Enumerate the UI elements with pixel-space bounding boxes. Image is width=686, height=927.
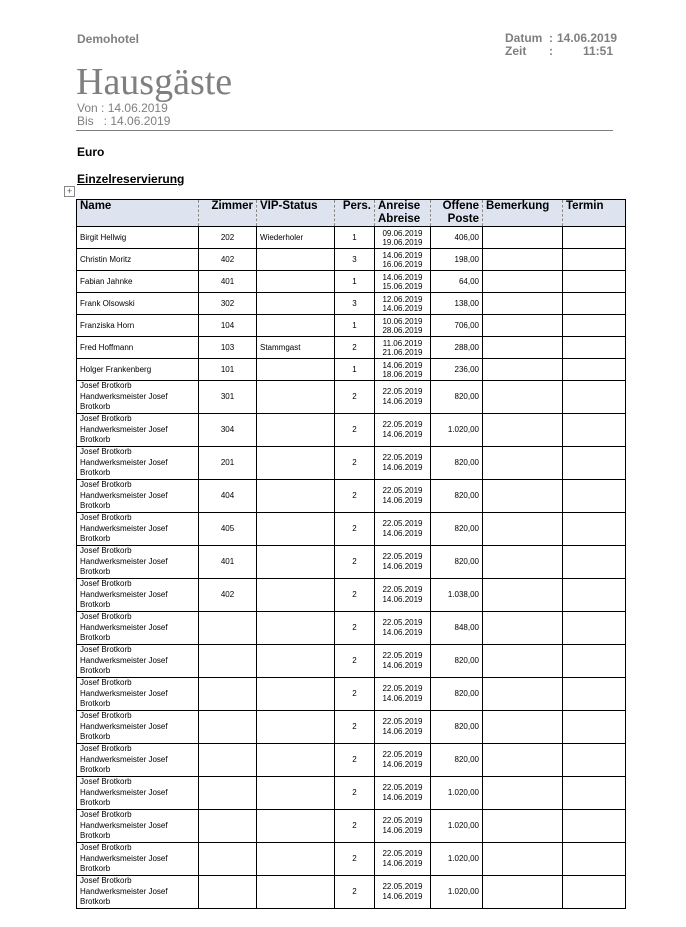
cell-bemerkung (483, 480, 563, 513)
cell-vip (257, 678, 335, 711)
cell-pers: 2 (335, 381, 375, 414)
cell-termin (563, 579, 626, 612)
cell-dates (375, 249, 431, 271)
cell-termin (563, 546, 626, 579)
anreise-date: 22.05.2019 (382, 518, 423, 528)
abreise-date: 14.06.2019 (382, 496, 423, 505)
cell-bemerkung (483, 271, 563, 293)
cell-termin (563, 645, 626, 678)
cell-bemerkung (483, 513, 563, 546)
cell-dates (375, 513, 431, 546)
table-row (77, 414, 626, 447)
cell-offene-poste: 1.020,00 (431, 810, 483, 843)
cell-name: Josef Brotkorb Handwerksmeister Josef Brotkorb (77, 381, 199, 414)
cell-vip (257, 579, 335, 612)
cell-pers: 2 (335, 513, 375, 546)
cell-zimmer: 304 (199, 414, 257, 447)
currency-label: Euro (77, 145, 105, 159)
cell-termin (563, 447, 626, 480)
cell-vip (257, 876, 335, 909)
cell-pers: 3 (335, 293, 375, 315)
cell-name: Birgit Hellwig (77, 227, 199, 249)
table-row (77, 381, 626, 414)
cell-zimmer (199, 744, 257, 777)
abreise-date: 14.06.2019 (382, 430, 423, 439)
table-row (77, 876, 626, 909)
cell-offene-poste: 198,00 (431, 249, 483, 271)
cell-offene-poste: 706,00 (431, 315, 483, 337)
cell-termin (563, 876, 626, 909)
cell-offene-poste: 820,00 (431, 513, 483, 546)
cell-name: Josef Brotkorb Handwerksmeister Josef Brotkorb (77, 480, 199, 513)
cell-dates (375, 876, 431, 909)
cell-pers: 2 (335, 337, 375, 359)
zeit-value: 11:51 (582, 44, 613, 58)
cell-vip (257, 359, 335, 381)
cell-zimmer (199, 678, 257, 711)
cell-bemerkung (483, 249, 563, 271)
cell-termin (563, 711, 626, 744)
cell-pers: 2 (335, 645, 375, 678)
cell-pers: 2 (335, 546, 375, 579)
cell-bemerkung (483, 612, 563, 645)
cell-pers: 2 (335, 711, 375, 744)
cell-name: Frank Olsowski (77, 293, 199, 315)
cell-name: Josef Brotkorb Handwerksmeister Josef Brotkorb (77, 744, 199, 777)
cell-dates (375, 744, 431, 777)
cell-vip (257, 414, 335, 447)
cell-dates (375, 810, 431, 843)
divider (76, 130, 613, 131)
cell-bemerkung (483, 744, 563, 777)
cell-termin (563, 744, 626, 777)
cell-dates (375, 612, 431, 645)
cell-offene-poste: 1.020,00 (431, 876, 483, 909)
cell-dates (375, 381, 431, 414)
table-row (77, 447, 626, 480)
cell-offene-poste: 848,00 (431, 612, 483, 645)
cell-bemerkung (483, 876, 563, 909)
bis-value: 14.06.2019 (110, 114, 171, 128)
cell-termin (563, 678, 626, 711)
report-meta: Datum : 14.06.2019 Zeit : 11:51 (505, 31, 618, 58)
table-row (77, 480, 626, 513)
cell-zimmer: 301 (199, 381, 257, 414)
col-bemerkung: Bemerkung (483, 200, 563, 227)
cell-offene-poste: 820,00 (431, 447, 483, 480)
anreise-date: 22.05.2019 (382, 881, 423, 891)
cell-dates (375, 777, 431, 810)
hotel-name: Demohotel (77, 32, 140, 46)
cell-pers: 2 (335, 810, 375, 843)
cell-pers: 1 (335, 271, 375, 293)
cell-name: Josef Brotkorb Handwerksmeister Josef Brotkorb (77, 579, 199, 612)
abreise-date: 21.06.2019 (382, 347, 423, 357)
cell-offene-poste: 820,00 (431, 480, 483, 513)
cell-offene-poste: 820,00 (431, 744, 483, 777)
cell-dates (375, 711, 431, 744)
cell-dates (375, 579, 431, 612)
anreise-date: 14.06.2019 (382, 272, 423, 282)
table-row (77, 513, 626, 546)
cell-vip (257, 249, 335, 271)
cell-vip: Stammgast (257, 337, 335, 359)
cell-zimmer (199, 612, 257, 645)
cell-name: Josef Brotkorb Handwerksmeister Josef Brotkorb (77, 546, 199, 579)
cell-termin (563, 480, 626, 513)
table-row (77, 315, 626, 337)
cell-bemerkung (483, 447, 563, 480)
table-row (77, 337, 626, 359)
cell-termin (563, 612, 626, 645)
cell-zimmer: 201 (199, 447, 257, 480)
datum-label: Datum (505, 31, 543, 45)
zeit-label: Zeit (505, 44, 527, 58)
cell-termin (563, 777, 626, 810)
cell-offene-poste: 820,00 (431, 381, 483, 414)
anreise-date: 22.05.2019 (382, 386, 423, 396)
cell-pers: 2 (335, 579, 375, 612)
cell-name: Josef Brotkorb Handwerksmeister Josef Brotkorb (77, 777, 199, 810)
cell-dates (375, 315, 431, 337)
cell-offene-poste: 820,00 (431, 678, 483, 711)
cell-zimmer: 405 (199, 513, 257, 546)
cell-bemerkung (483, 777, 563, 810)
cell-name: Fred Hoffmann (77, 337, 199, 359)
von-value: 14.06.2019 (107, 101, 168, 115)
cell-dates (375, 447, 431, 480)
cell-pers: 2 (335, 612, 375, 645)
cell-name: Josef Brotkorb Handwerksmeister Josef Brotkorb (77, 414, 199, 447)
cell-zimmer (199, 777, 257, 810)
cell-vip (257, 645, 335, 678)
cell-zimmer: 202 (199, 227, 257, 249)
cell-pers: 3 (335, 249, 375, 271)
cell-zimmer: 103 (199, 337, 257, 359)
anreise-date: 14.06.2019 (382, 250, 423, 260)
cell-name: Fabian Jahnke (77, 271, 199, 293)
abreise-date: 18.06.2019 (382, 369, 423, 379)
cell-zimmer: 101 (199, 359, 257, 381)
abreise-date: 14.06.2019 (382, 826, 423, 835)
cell-vip (257, 293, 335, 315)
cell-pers: 1 (335, 359, 375, 381)
section-heading: Einzelreservierung (77, 172, 185, 186)
cell-offene-poste: 138,00 (431, 293, 483, 315)
cell-termin (563, 381, 626, 414)
table-row (77, 744, 626, 777)
abreise-date: 14.06.2019 (382, 562, 423, 571)
cell-vip (257, 447, 335, 480)
cell-zimmer: 302 (199, 293, 257, 315)
cell-pers: 2 (335, 480, 375, 513)
anreise-date: 22.05.2019 (382, 452, 423, 462)
cell-offene-poste: 236,00 (431, 359, 483, 381)
page-title: Hausgäste (76, 61, 233, 103)
cell-offene-poste: 1.020,00 (431, 414, 483, 447)
abreise-date: 14.06.2019 (382, 793, 423, 802)
abreise-date: 14.06.2019 (382, 397, 423, 406)
cell-pers: 1 (335, 315, 375, 337)
cell-name: Josef Brotkorb Handwerksmeister Josef Brotkorb (77, 843, 199, 876)
anreise-date: 10.06.2019 (382, 316, 423, 326)
guest-table (76, 199, 626, 909)
anreise-date: 22.05.2019 (382, 716, 423, 726)
cell-bemerkung (483, 315, 563, 337)
cell-bemerkung (483, 810, 563, 843)
abreise-date: 14.06.2019 (382, 303, 423, 313)
cell-zimmer: 402 (199, 579, 257, 612)
table-row (77, 777, 626, 810)
cell-termin (563, 359, 626, 381)
bis-label: Bis (77, 114, 94, 128)
cell-vip (257, 271, 335, 293)
cell-bemerkung (483, 645, 563, 678)
cell-vip (257, 315, 335, 337)
col-termin: Termin (563, 200, 626, 227)
cell-termin (563, 293, 626, 315)
abreise-date: 15.06.2019 (382, 281, 423, 291)
table-move-handle-icon[interactable]: + (64, 186, 75, 197)
table-row (77, 843, 626, 876)
anreise-date: 22.05.2019 (382, 749, 423, 759)
cell-name: Josef Brotkorb Handwerksmeister Josef Brotkorb (77, 876, 199, 909)
cell-vip (257, 546, 335, 579)
anreise-date: 22.05.2019 (382, 650, 423, 660)
anreise-date: 14.06.2019 (382, 360, 423, 370)
cell-name: Franziska Horn (77, 315, 199, 337)
table-row (77, 678, 626, 711)
abreise-date: 14.06.2019 (382, 661, 423, 670)
cell-termin (563, 513, 626, 546)
anreise-date: 22.05.2019 (382, 485, 423, 495)
cell-name: Josef Brotkorb Handwerksmeister Josef Brotkorb (77, 711, 199, 744)
abreise-date: 14.06.2019 (382, 628, 423, 637)
cell-name: Christin Moritz (77, 249, 199, 271)
cell-pers: 2 (335, 876, 375, 909)
cell-zimmer (199, 876, 257, 909)
cell-vip (257, 777, 335, 810)
cell-bemerkung (483, 359, 563, 381)
abreise-date: 14.06.2019 (382, 727, 423, 736)
col-name: Name (77, 200, 199, 227)
abreise-date: 16.06.2019 (382, 259, 423, 269)
cell-offene-poste: 820,00 (431, 546, 483, 579)
cell-zimmer (199, 810, 257, 843)
cell-dates (375, 480, 431, 513)
cell-pers: 2 (335, 678, 375, 711)
anreise-date: 09.06.2019 (382, 228, 423, 238)
cell-name: Josef Brotkorb Handwerksmeister Josef Brotkorb (77, 645, 199, 678)
cell-name: Josef Brotkorb Handwerksmeister Josef Brotkorb (77, 810, 199, 843)
cell-offene-poste: 1.020,00 (431, 843, 483, 876)
anreise-date: 22.05.2019 (382, 782, 423, 792)
table-row (77, 810, 626, 843)
cell-name: Josef Brotkorb Handwerksmeister Josef Brotkorb (77, 678, 199, 711)
cell-dates (375, 645, 431, 678)
anreise-date: 22.05.2019 (382, 419, 423, 429)
cell-zimmer (199, 645, 257, 678)
anreise-date: 22.05.2019 (382, 617, 423, 627)
cell-dates (375, 414, 431, 447)
cell-vip (257, 843, 335, 876)
anreise-date: 12.06.2019 (382, 294, 423, 304)
cell-name: Josef Brotkorb Handwerksmeister Josef Brotkorb (77, 447, 199, 480)
cell-bemerkung (483, 381, 563, 414)
cell-pers: 2 (335, 414, 375, 447)
cell-termin (563, 810, 626, 843)
cell-zimmer: 404 (199, 480, 257, 513)
cell-pers: 2 (335, 744, 375, 777)
cell-termin (563, 843, 626, 876)
col-vip: VIP-Status (257, 200, 335, 227)
table-row (77, 271, 626, 293)
col-offene-poste: Offene Poste (431, 200, 483, 227)
date-range: Von : 14.06.2019 Bis : 14.06.2019 (77, 101, 171, 128)
cell-zimmer: 401 (199, 546, 257, 579)
cell-bemerkung (483, 711, 563, 744)
abreise-date: 14.06.2019 (382, 859, 423, 868)
cell-bemerkung (483, 579, 563, 612)
cell-zimmer: 104 (199, 315, 257, 337)
cell-name: Josef Brotkorb Handwerksmeister Josef Brotkorb (77, 612, 199, 645)
table-row (77, 546, 626, 579)
col-anreise-abreise: Anreise Abreise (375, 200, 431, 227)
table-row (77, 645, 626, 678)
cell-vip (257, 381, 335, 414)
cell-name: Holger Frankenberg (77, 359, 199, 381)
cell-bemerkung (483, 678, 563, 711)
cell-offene-poste: 406,00 (431, 227, 483, 249)
anreise-date: 11.06.2019 (382, 338, 423, 348)
anreise-date: 22.05.2019 (382, 584, 423, 594)
cell-offene-poste: 1.038,00 (431, 579, 483, 612)
cell-bemerkung (483, 227, 563, 249)
cell-bemerkung (483, 414, 563, 447)
cell-vip: Wiederholer (257, 227, 335, 249)
cell-termin (563, 249, 626, 271)
table-row (77, 249, 626, 271)
cell-pers: 2 (335, 843, 375, 876)
cell-pers: 2 (335, 777, 375, 810)
cell-termin (563, 414, 626, 447)
cell-termin (563, 271, 626, 293)
table-row (77, 359, 626, 381)
anreise-date: 22.05.2019 (382, 551, 423, 561)
cell-bemerkung (483, 546, 563, 579)
abreise-date: 14.06.2019 (382, 892, 423, 901)
cell-zimmer: 401 (199, 271, 257, 293)
cell-vip (257, 744, 335, 777)
col-pers: Pers. (335, 200, 375, 227)
table-row (77, 293, 626, 315)
cell-bemerkung (483, 843, 563, 876)
cell-vip (257, 480, 335, 513)
cell-vip (257, 612, 335, 645)
cell-termin (563, 337, 626, 359)
datum-value: 14.06.2019 (557, 31, 618, 45)
col-zimmer: Zimmer (199, 200, 257, 227)
cell-pers: 2 (335, 447, 375, 480)
cell-zimmer (199, 843, 257, 876)
cell-pers: 1 (335, 227, 375, 249)
cell-termin (563, 315, 626, 337)
table-row (77, 711, 626, 744)
abreise-date: 14.06.2019 (382, 529, 423, 538)
cell-bemerkung (483, 293, 563, 315)
cell-offene-poste: 288,00 (431, 337, 483, 359)
cell-dates (375, 359, 431, 381)
cell-dates (375, 271, 431, 293)
cell-dates (375, 337, 431, 359)
table-row (77, 579, 626, 612)
anreise-date: 22.05.2019 (382, 683, 423, 693)
cell-dates (375, 546, 431, 579)
table-header (77, 200, 626, 227)
cell-offene-poste: 64,00 (431, 271, 483, 293)
anreise-date: 22.05.2019 (382, 848, 423, 858)
cell-vip (257, 513, 335, 546)
cell-dates (375, 227, 431, 249)
abreise-date: 14.06.2019 (382, 694, 423, 703)
cell-termin (563, 227, 626, 249)
anreise-date: 22.05.2019 (382, 815, 423, 825)
abreise-date: 14.06.2019 (382, 760, 423, 769)
cell-bemerkung (483, 337, 563, 359)
cell-dates (375, 293, 431, 315)
cell-name: Josef Brotkorb Handwerksmeister Josef Brotkorb (77, 513, 199, 546)
von-label: Von (77, 101, 98, 115)
abreise-date: 19.06.2019 (382, 237, 423, 247)
abreise-date: 14.06.2019 (382, 463, 423, 472)
abreise-date: 14.06.2019 (382, 595, 423, 604)
cell-offene-poste: 1.020,00 (431, 777, 483, 810)
cell-offene-poste: 820,00 (431, 645, 483, 678)
cell-zimmer (199, 711, 257, 744)
abreise-date: 28.06.2019 (382, 325, 423, 335)
table-row (77, 227, 626, 249)
table-row (77, 612, 626, 645)
cell-dates (375, 678, 431, 711)
cell-zimmer: 402 (199, 249, 257, 271)
cell-vip (257, 711, 335, 744)
cell-offene-poste: 820,00 (431, 711, 483, 744)
cell-dates (375, 843, 431, 876)
cell-vip (257, 810, 335, 843)
